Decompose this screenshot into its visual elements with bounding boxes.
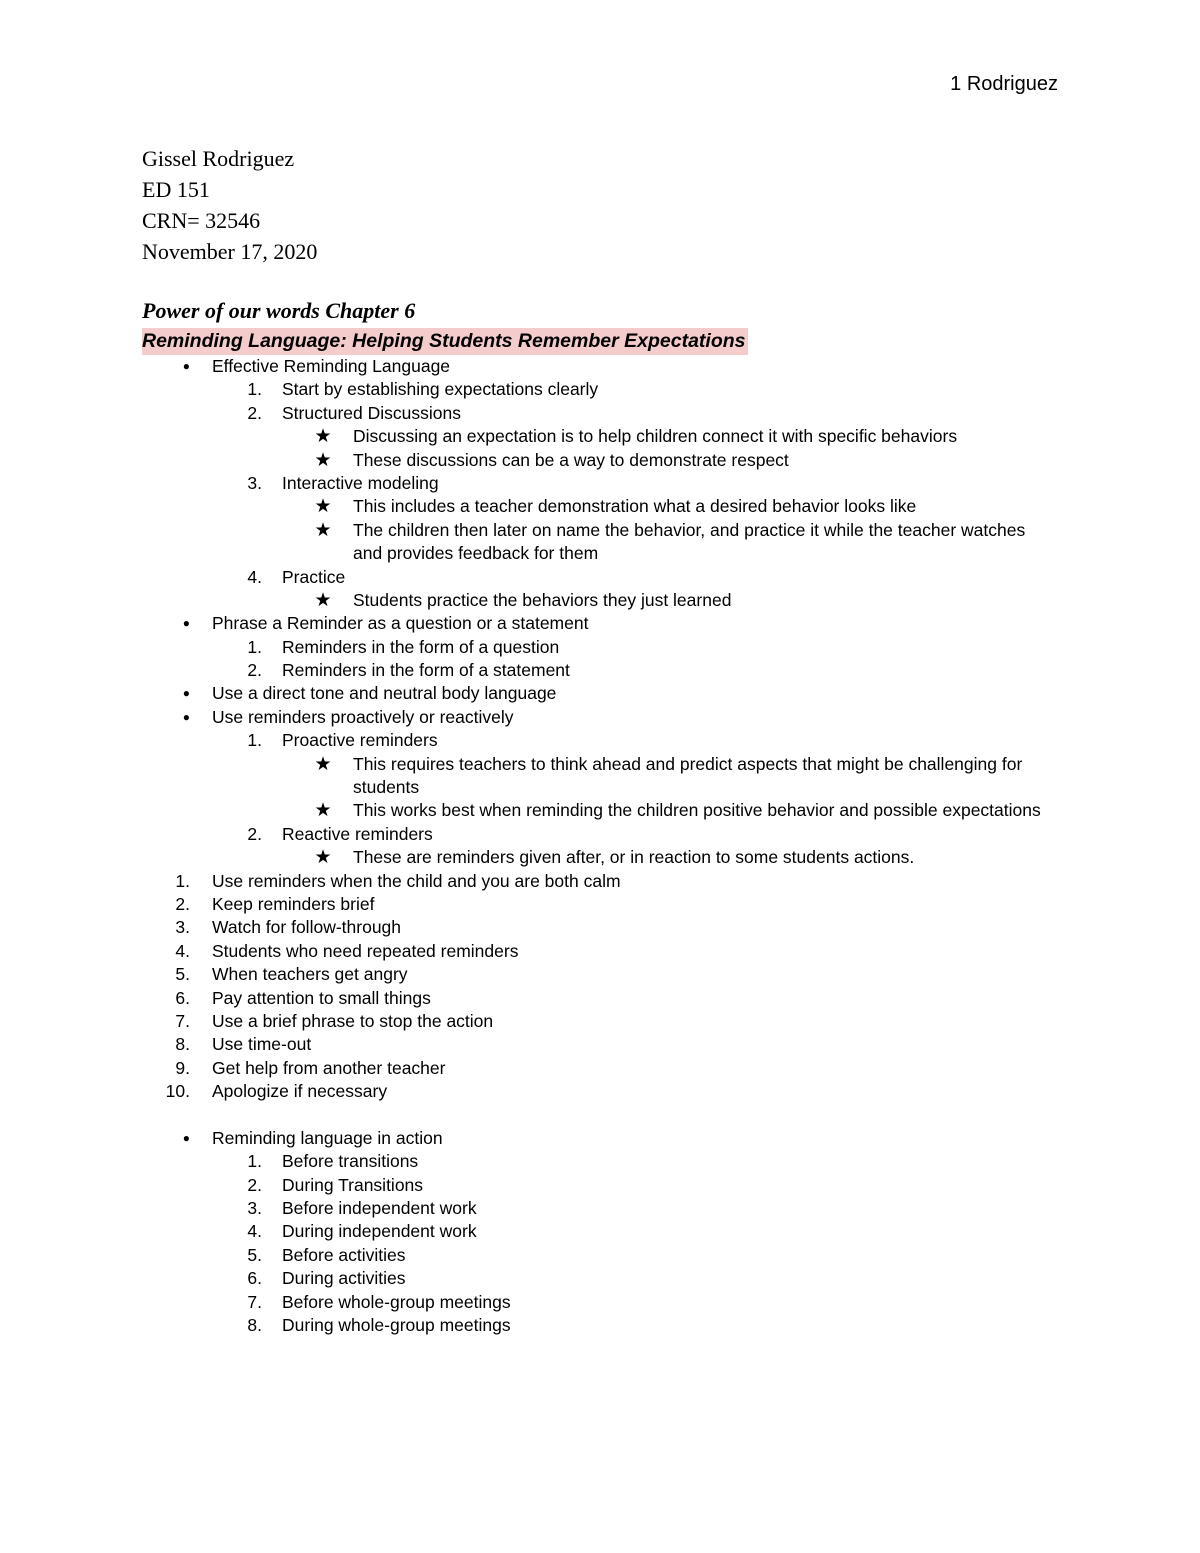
number-marker: 7. bbox=[247, 1291, 262, 1312]
list-item-text: Before independent work bbox=[282, 1198, 477, 1219]
list-item-text: Interactive modeling bbox=[282, 472, 439, 493]
list-item bbox=[0, 987, 1200, 1010]
blank-line bbox=[0, 1104, 1200, 1127]
list-item-text: Reactive reminders bbox=[282, 823, 433, 844]
list-item-text: Reminding language in action bbox=[212, 1127, 443, 1148]
list-item-text: Use reminders when the child and you are both calm bbox=[212, 870, 621, 891]
list-item-text: Use a direct tone and neutral body language bbox=[212, 683, 557, 704]
list-item bbox=[0, 659, 1200, 682]
list-item-text: Before activities bbox=[282, 1244, 406, 1265]
number-marker: 1. bbox=[247, 636, 262, 657]
number-marker: 2. bbox=[175, 894, 190, 915]
list-item-text: Students practice the behaviors they just learned bbox=[353, 589, 732, 610]
number-marker: 2. bbox=[247, 823, 262, 844]
student-name: Gissel Rodriguez bbox=[142, 146, 295, 171]
list-item-text: Before transitions bbox=[282, 1151, 419, 1172]
number-marker: 4. bbox=[247, 566, 262, 587]
list-item-text: Structured Discussions bbox=[282, 402, 461, 423]
list-item bbox=[0, 402, 1200, 425]
bullet-marker: ● bbox=[182, 686, 190, 701]
list-item bbox=[0, 449, 1200, 472]
list-item bbox=[0, 425, 1200, 448]
number-marker: 2. bbox=[247, 660, 262, 681]
student-info-block bbox=[142, 143, 317, 267]
list-item bbox=[0, 729, 1200, 752]
list-item bbox=[0, 1267, 1200, 1290]
list-item bbox=[0, 682, 1200, 705]
list-item-text: This includes a teacher demonstration what a desired behavior looks like bbox=[353, 496, 917, 517]
list-item-text: Keep reminders brief bbox=[212, 894, 375, 915]
star-icon: ★ bbox=[314, 449, 332, 471]
document-subtitle: Reminding Language: Helping Students Remember Expectations bbox=[142, 328, 748, 355]
star-icon: ★ bbox=[314, 753, 332, 775]
list-item bbox=[0, 870, 1200, 893]
number-marker: 5. bbox=[247, 1244, 262, 1265]
list-item bbox=[0, 1127, 1200, 1150]
list-item bbox=[0, 612, 1200, 635]
number-marker: 3. bbox=[247, 472, 262, 493]
list-item bbox=[0, 472, 1200, 495]
list-item bbox=[0, 799, 1200, 822]
list-item bbox=[0, 1057, 1200, 1080]
list-item-text: These discussions can be a way to demonstrate respect bbox=[353, 449, 789, 470]
list-item bbox=[0, 1314, 1200, 1337]
list-item bbox=[0, 1080, 1200, 1103]
list-item-text: Practice bbox=[282, 566, 346, 587]
list-item-text: Watch for follow-through bbox=[212, 917, 402, 938]
number-marker: 9. bbox=[175, 1057, 190, 1078]
list-item-text: The children then later on name the behavior, and practice it while the teacher watches and provides feedback for them bbox=[353, 519, 1026, 564]
list-item bbox=[0, 1220, 1200, 1243]
list-item-text: During whole-group meetings bbox=[282, 1315, 511, 1336]
star-icon: ★ bbox=[314, 589, 332, 611]
list-item-text: Apologize if necessary bbox=[212, 1081, 388, 1102]
number-marker: 4. bbox=[175, 940, 190, 961]
bullet-marker: ● bbox=[182, 359, 190, 373]
list-item-text: During Transitions bbox=[282, 1174, 424, 1195]
list-item-text: Get help from another teacher bbox=[212, 1057, 446, 1078]
document-title: Power of our words Chapter 6 bbox=[142, 298, 416, 323]
number-marker: 2. bbox=[247, 1174, 262, 1195]
outline-list bbox=[0, 355, 1200, 1337]
list-item bbox=[0, 1174, 1200, 1197]
list-item-text: Pay attention to small things bbox=[212, 987, 431, 1008]
list-item bbox=[0, 636, 1200, 659]
list-item-text: Reminders in the form of a question bbox=[282, 636, 560, 657]
list-item-text: When teachers get angry bbox=[212, 964, 408, 985]
list-item-text: Use reminders proactively or reactively bbox=[212, 706, 514, 727]
list-item-text: These are reminders given after, or in reaction to some students actions. bbox=[353, 847, 915, 868]
list-item bbox=[0, 1150, 1200, 1173]
list-item bbox=[0, 753, 1200, 800]
list-item bbox=[0, 916, 1200, 939]
star-icon: ★ bbox=[314, 426, 332, 448]
number-marker: 5. bbox=[175, 964, 190, 985]
list-item bbox=[0, 893, 1200, 916]
number-marker: 6. bbox=[247, 1268, 262, 1289]
list-item-text: This requires teachers to think ahead and predict aspects that might be challenging for students bbox=[353, 753, 1023, 798]
list-item bbox=[0, 1010, 1200, 1033]
star-icon: ★ bbox=[314, 847, 332, 869]
document-date: November 17, 2020 bbox=[142, 239, 318, 264]
number-marker: 1. bbox=[247, 1151, 262, 1172]
list-item bbox=[0, 963, 1200, 986]
list-item-text: Reminders in the form of a statement bbox=[282, 660, 570, 681]
list-item-text: Before whole-group meetings bbox=[282, 1291, 511, 1312]
list-item bbox=[0, 495, 1200, 518]
list-item bbox=[0, 1197, 1200, 1220]
list-item bbox=[0, 1244, 1200, 1267]
course-crn: CRN= 32546 bbox=[142, 208, 261, 233]
number-marker: 2. bbox=[247, 402, 262, 423]
course-name: ED 151 bbox=[142, 177, 210, 202]
list-item-text: Use time-out bbox=[212, 1034, 312, 1055]
number-marker: 8. bbox=[175, 1034, 190, 1055]
list-item bbox=[0, 846, 1200, 869]
list-item-text: This works best when reminding the children positive behavior and possible expectations bbox=[353, 800, 1041, 821]
list-item bbox=[0, 940, 1200, 963]
list-item-text: During independent work bbox=[282, 1221, 477, 1242]
number-marker: 7. bbox=[175, 1010, 190, 1031]
list-item-text: Effective Reminding Language bbox=[212, 356, 451, 376]
list-item-text: Start by establishing expectations clearly bbox=[282, 379, 599, 400]
bullet-marker: ● bbox=[182, 616, 190, 631]
number-marker: 1. bbox=[247, 730, 262, 751]
star-icon: ★ bbox=[314, 496, 332, 518]
list-item-text: Students who need repeated reminders bbox=[212, 940, 519, 961]
page-header-label: 1 Rodriguez bbox=[950, 73, 1058, 95]
list-item-text: Phrase a Reminder as a question or a statement bbox=[212, 613, 589, 634]
list-item-text: During activities bbox=[282, 1268, 406, 1289]
bullet-marker: ● bbox=[182, 709, 190, 724]
number-marker: 6. bbox=[175, 987, 190, 1008]
star-icon: ★ bbox=[314, 800, 332, 822]
number-marker: 3. bbox=[175, 917, 190, 938]
list-item bbox=[0, 1033, 1200, 1056]
number-marker: 1. bbox=[247, 379, 262, 400]
list-item bbox=[0, 823, 1200, 846]
number-marker: 3. bbox=[247, 1198, 262, 1219]
list-item bbox=[0, 589, 1200, 612]
list-item bbox=[0, 566, 1200, 589]
list-item bbox=[0, 706, 1200, 729]
star-icon: ★ bbox=[314, 519, 332, 541]
list-item-text: Discussing an expectation is to help children connect it with specific behaviors bbox=[353, 426, 958, 447]
number-marker: 8. bbox=[247, 1315, 262, 1336]
list-item bbox=[0, 1291, 1200, 1314]
bullet-marker: ● bbox=[182, 1130, 190, 1145]
number-marker: 10. bbox=[165, 1081, 190, 1102]
list-item bbox=[0, 519, 1200, 566]
list-item bbox=[0, 378, 1200, 401]
number-marker: 1. bbox=[175, 870, 190, 891]
list-item-text: Proactive reminders bbox=[282, 730, 438, 751]
number-marker: 4. bbox=[247, 1221, 262, 1242]
list-item-text: Use a brief phrase to stop the action bbox=[212, 1010, 494, 1031]
list-item bbox=[0, 355, 1200, 378]
